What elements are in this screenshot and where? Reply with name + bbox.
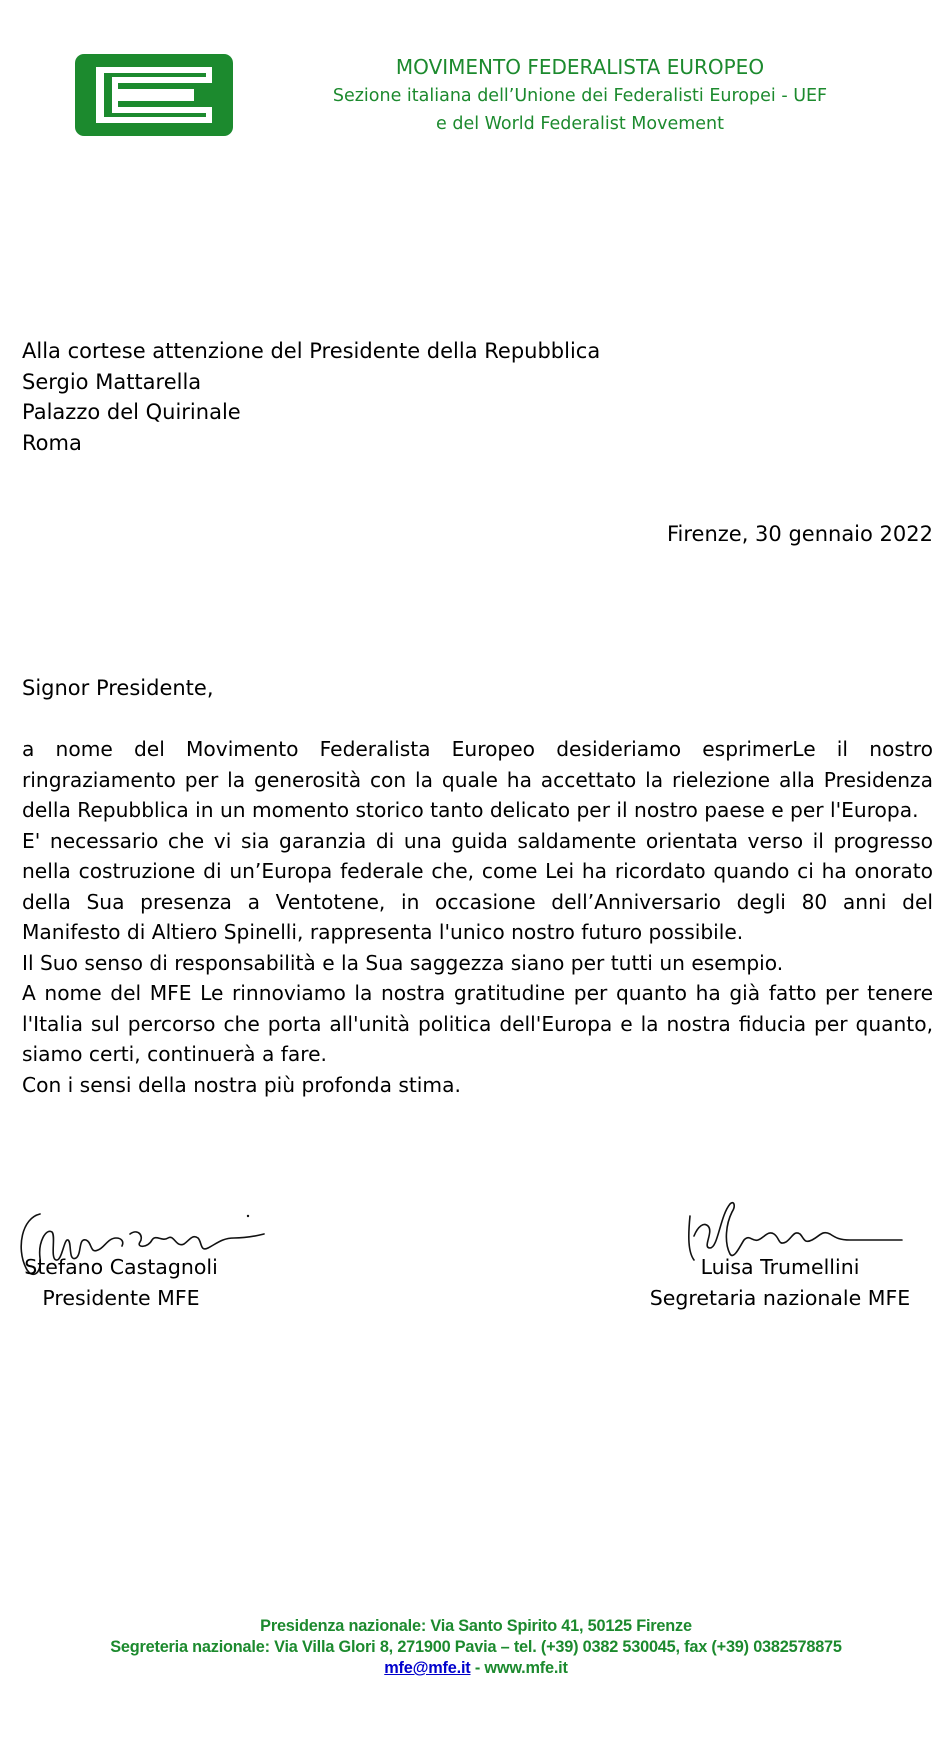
signature-left	[16, 1252, 226, 1314]
signatory-name: Luisa Trumellini	[700, 1255, 860, 1279]
recipient-address	[22, 336, 600, 458]
mfe-e-logo-icon	[74, 53, 234, 137]
recipient-line: Palazzo del Quirinale	[22, 400, 241, 424]
letter-date: Firenze, 30 gennaio 2022	[666, 522, 933, 546]
footer-secretariat: Segreteria nazionale: Via Villa Glori 8, 271900 Pavia – tel. (+39) 0382 530045, fax (+39) 0382578875	[110, 1638, 842, 1656]
body-paragraph: Il Suo senso di responsabilità e la Sua saggezza siano per tutti un esempio.	[22, 950, 784, 975]
footer-contacts	[0, 1658, 952, 1679]
signatory-role: Presidente MFE	[42, 1286, 200, 1310]
org-name: MOVIMENTO FEDERALISTA EUROPEO	[395, 55, 765, 79]
org-subtitle-1: Sezione italiana dell’Unione dei Federalisti Europei - UEF	[332, 86, 828, 106]
signatory-name: Stefano Castagnoli	[24, 1255, 218, 1279]
recipient-line: Sergio Mattarella	[22, 369, 202, 394]
signatory-role: Segretaria nazionale MFE	[649, 1286, 911, 1310]
recipient-line: Alla cortese attenzione del Presidente della Repubblica	[22, 339, 601, 363]
body-paragraph: E' necessario che vi sia garanzia di una guida saldamente orientata verso il progresso nella costruzione di un’Europa federale che, come Lei ha ricordato quando ci ha onorato della Sua presenza a Ventotene, in occasione dell’Anniversario degli 80 anni del Manifesto di Altiero Spinelli, rappresenta l'unico nostro futuro possibile.	[22, 828, 933, 944]
footer-separator: -	[470, 1659, 485, 1677]
body-paragraph: A nome del MFE Le rinnoviamo la nostra gratitudine per quanto ha già fatto per tenere l'Italia sul percorso che porta all'unità politica dell'Europa e la nostra fiducia per quanto, siamo certi, continuerà a fare.	[22, 981, 933, 1066]
org-subtitle-2: e del World Federalist Movement	[436, 114, 724, 134]
recipient-line: Roma	[22, 430, 82, 455]
email-link[interactable]: mfe@mfe.it	[384, 1659, 471, 1677]
body-paragraph: a nome del Movimento Federalista Europeo desideriamo esprimerLe il nostro ringraziamento per la generosità con la quale ha accettato la rielezione alla Presidenza della Repubblica in un momento storico tanto delicato per il nostro paese e per l'Europa.	[22, 737, 933, 822]
salutation: Signor Presidente,	[22, 676, 214, 700]
body-paragraph: Con i sensi della nostra più profonda stima.	[22, 1072, 461, 1097]
letterhead	[300, 52, 860, 138]
website-link[interactable]: www.mfe.it	[484, 1659, 568, 1677]
letter-body	[22, 734, 933, 1100]
letter-footer	[0, 1616, 952, 1679]
signature-right	[640, 1252, 920, 1314]
footer-presidency: Presidenza nazionale: Via Santo Spirito 41, 50125 Firenze	[260, 1617, 692, 1635]
